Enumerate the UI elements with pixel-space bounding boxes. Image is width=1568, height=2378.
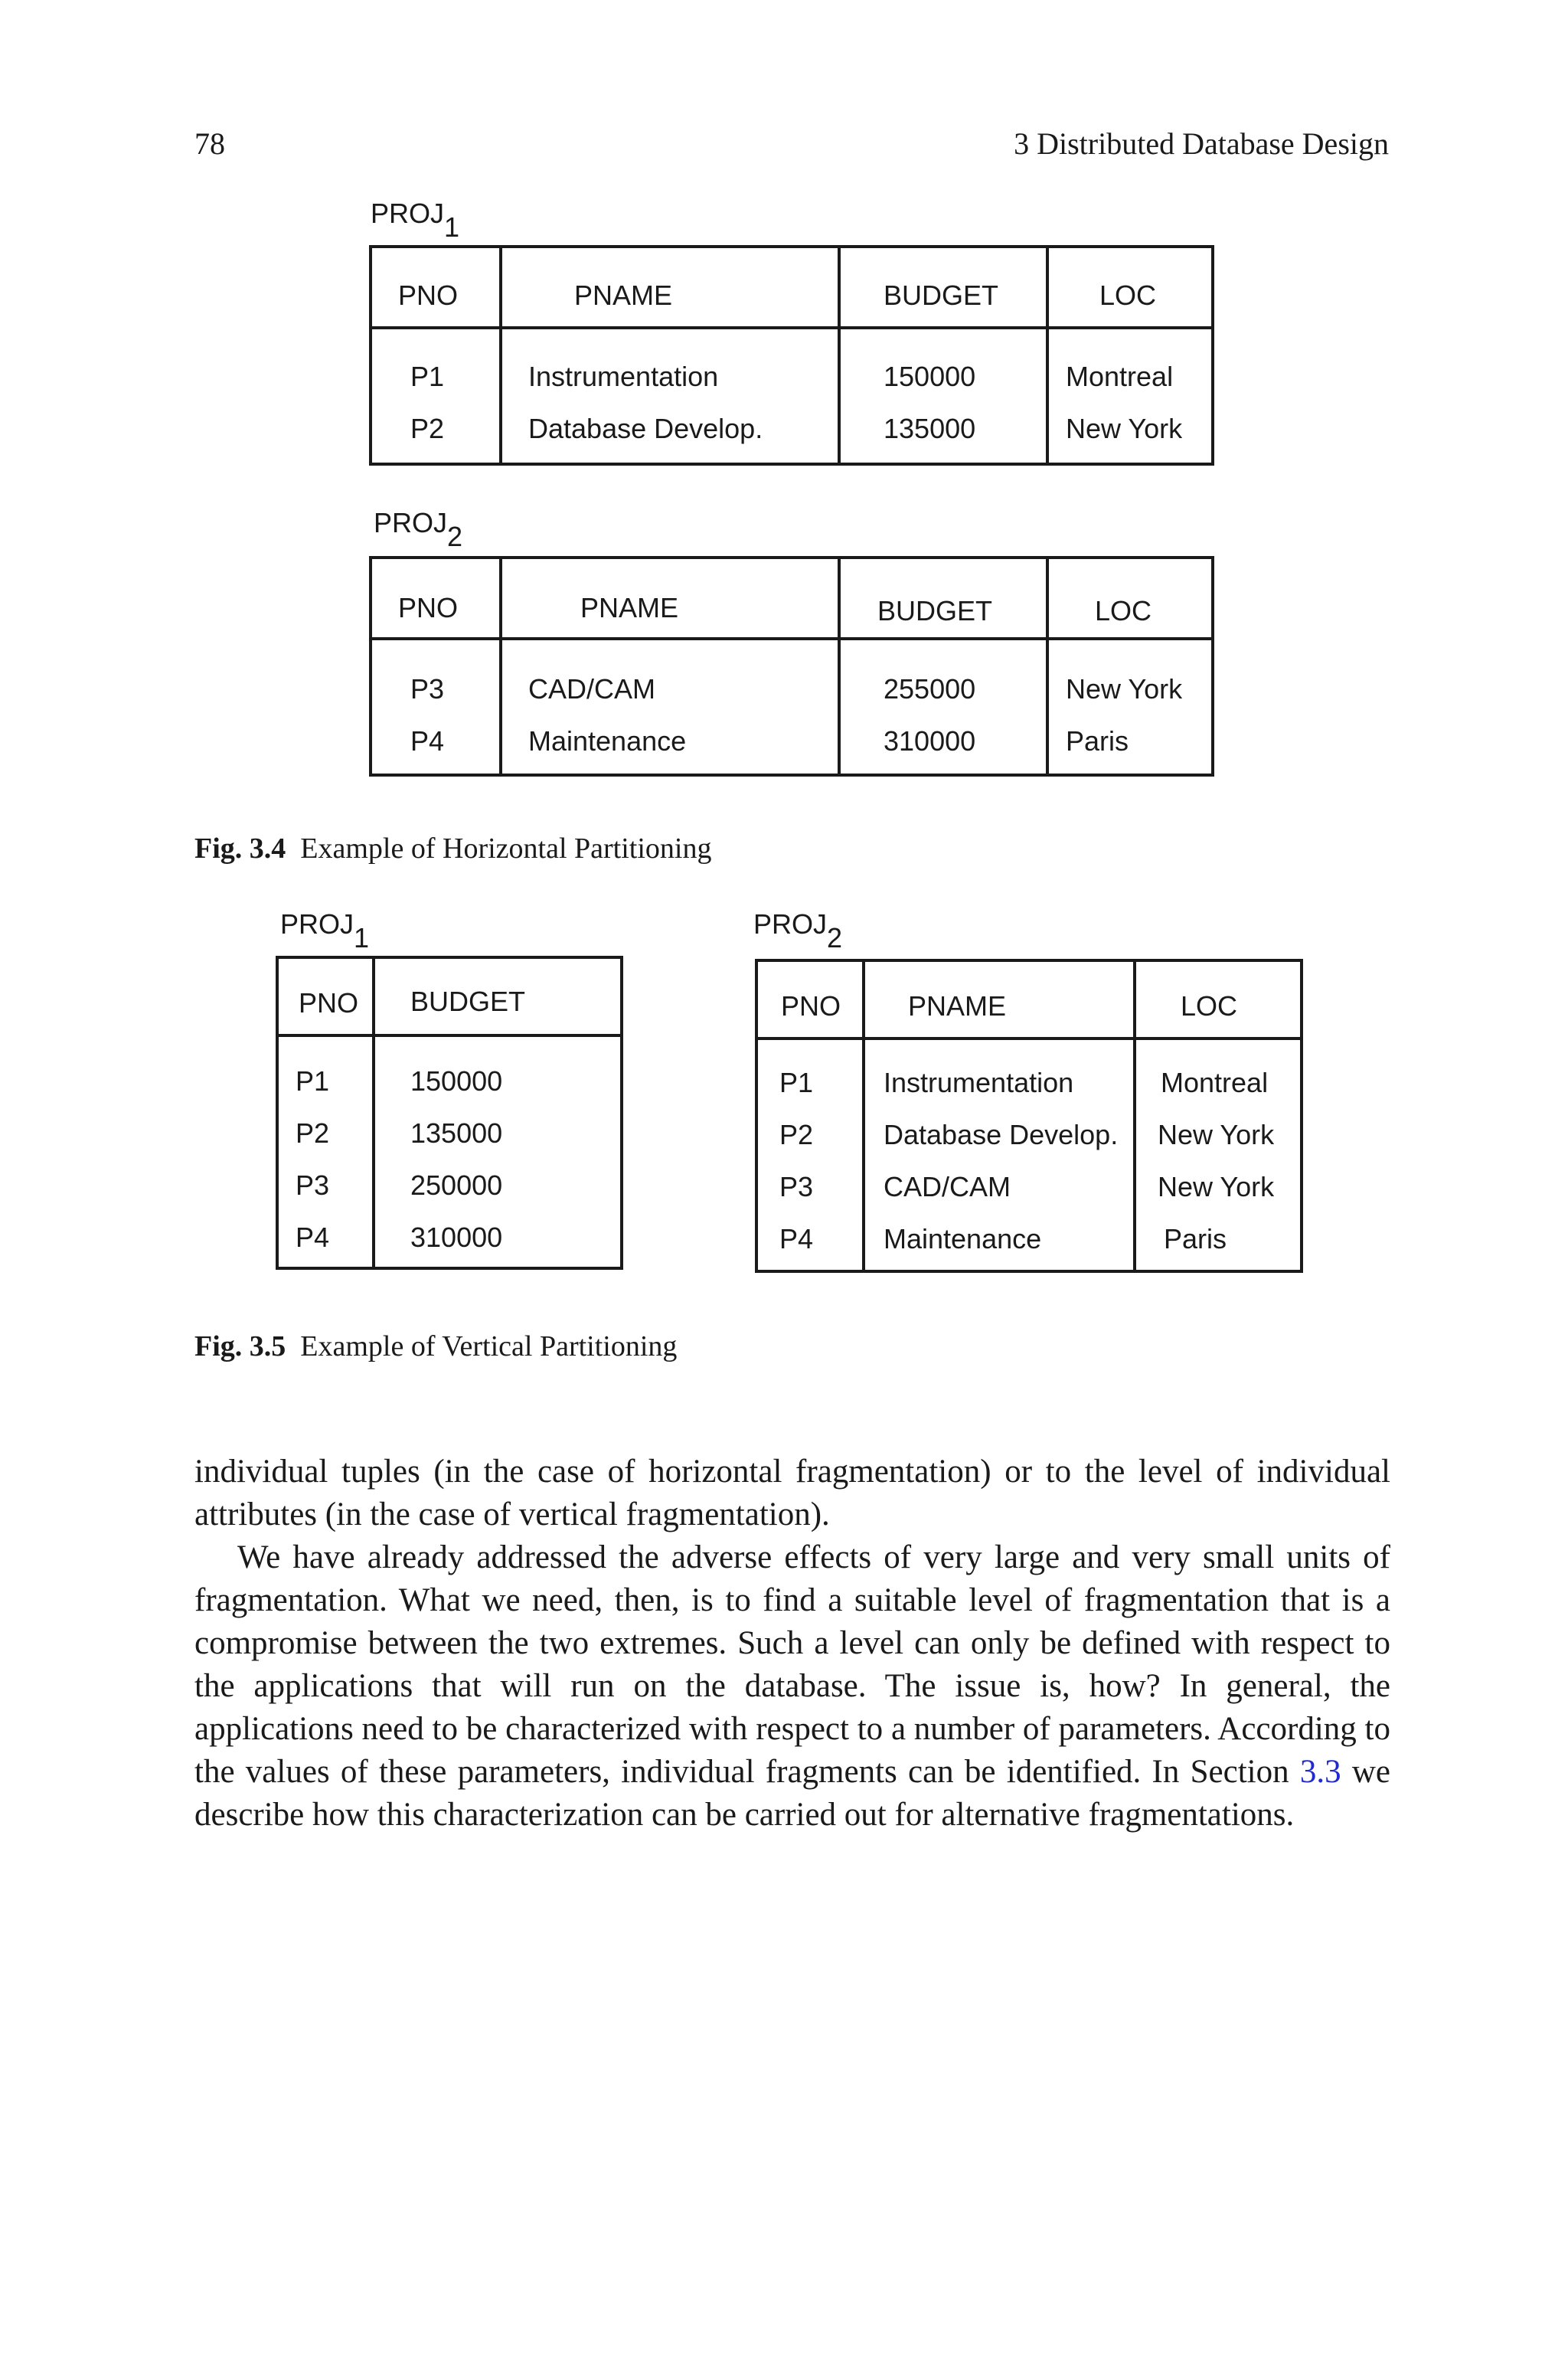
table-cell: 135000: [884, 413, 976, 444]
table-cell: Paris: [1066, 725, 1129, 757]
fig34-proj2-table: [369, 556, 1214, 777]
fig35-caption: Fig. 3.5 Example of Vertical Partitioning: [194, 1330, 678, 1362]
column-header: PNO: [781, 990, 841, 1022]
column-header: PNAME: [574, 280, 673, 311]
column-header: PNO: [299, 987, 359, 1019]
table-cell: Instrumentation: [528, 361, 719, 392]
fig34-caption: Fig. 3.4 Example of Horizontal Partitioning: [194, 832, 712, 865]
column-header: PNAME: [908, 990, 1007, 1022]
table-cell: Montreal: [1161, 1067, 1269, 1098]
table-cell: P3: [410, 673, 445, 705]
fig34-proj1-table: [369, 245, 1214, 466]
column-header: BUDGET: [884, 280, 999, 311]
column-header: LOC: [1095, 595, 1152, 626]
fig35-proj1-title: $PROJ_1$: [280, 908, 370, 953]
table-cell: CAD/CAM: [884, 1171, 1011, 1202]
fig35-proj1-table: [276, 956, 623, 1270]
fig35-proj2-title: $PROJ_2$: [753, 908, 843, 953]
table-cell: P4: [410, 725, 445, 757]
paragraph: individual tuples (in the case of horizontal fragmentation) or to the level of individual attributes (in the case of vertical fragmentation).: [194, 1454, 1390, 1532]
table-cell: P3: [779, 1171, 814, 1202]
table-cell: P1: [296, 1065, 330, 1097]
table-cell: CAD/CAM: [528, 673, 656, 705]
table-cell: 150000: [410, 1065, 503, 1097]
table-cell: P4: [779, 1223, 814, 1254]
table-cell: Database Develop.: [528, 413, 763, 444]
table-cell: Paris: [1164, 1223, 1227, 1254]
body-text: [194, 1451, 1390, 1837]
table-cell: P4: [296, 1222, 330, 1253]
table-cell: P3: [296, 1169, 330, 1201]
column-header: PNO: [398, 280, 459, 311]
column-header: BUDGET: [410, 986, 526, 1017]
column-header: LOC: [1099, 280, 1157, 311]
running-head: 3 Distributed Database Design: [1014, 126, 1389, 161]
table-cell: Montreal: [1066, 361, 1174, 392]
table-cell: 150000: [884, 361, 976, 392]
table-cell: P1: [779, 1067, 814, 1098]
table-cell: Database Develop.: [884, 1119, 1119, 1150]
table-cell: 135000: [410, 1117, 503, 1149]
page-number: 78: [194, 126, 225, 161]
column-header: LOC: [1181, 990, 1238, 1022]
column-header: PNAME: [580, 592, 679, 623]
table-cell: Instrumentation: [884, 1067, 1074, 1098]
column-header: BUDGET: [877, 595, 993, 626]
table-cell: Maintenance: [528, 725, 687, 757]
column-header: PNO: [398, 592, 459, 623]
table-cell: Maintenance: [884, 1223, 1042, 1254]
table-cell: 250000: [410, 1169, 503, 1201]
table-cell: New York: [1158, 1119, 1275, 1150]
table-cell: P2: [296, 1117, 330, 1149]
fig34-proj2-title: $PROJ_2$: [374, 507, 463, 552]
table-cell: 255000: [884, 673, 976, 705]
table-cell: New York: [1066, 413, 1183, 444]
fig35-proj2-table: [755, 959, 1303, 1273]
table-cell: P2: [410, 413, 445, 444]
table-cell: New York: [1066, 673, 1183, 705]
fig34-proj1-title: $PROJ_1$: [371, 198, 460, 243]
table-cell: P2: [779, 1119, 814, 1150]
paragraph: We have already addressed the adverse effects of very large and very small units of fragmentation. What we need, then, is to find a suitable level of fragmentation that is a compromise between the two extremes. Such a level can only be defined with respect to the applications that will run on the database. The issue is, how? In general, the applications need to be characterized with respect to a number of parameters. According to the values of these parameters, individual fragments can be identified. In Section 3.3 we describe how this characterization can be carried out for alternative fragmentations.: [194, 1539, 1391, 1833]
table-cell: 310000: [884, 725, 976, 757]
section-link[interactable]: 3.3: [1299, 1754, 1341, 1790]
table-cell: 310000: [410, 1222, 503, 1253]
table-cell: P1: [410, 361, 445, 392]
table-cell: New York: [1158, 1171, 1275, 1202]
